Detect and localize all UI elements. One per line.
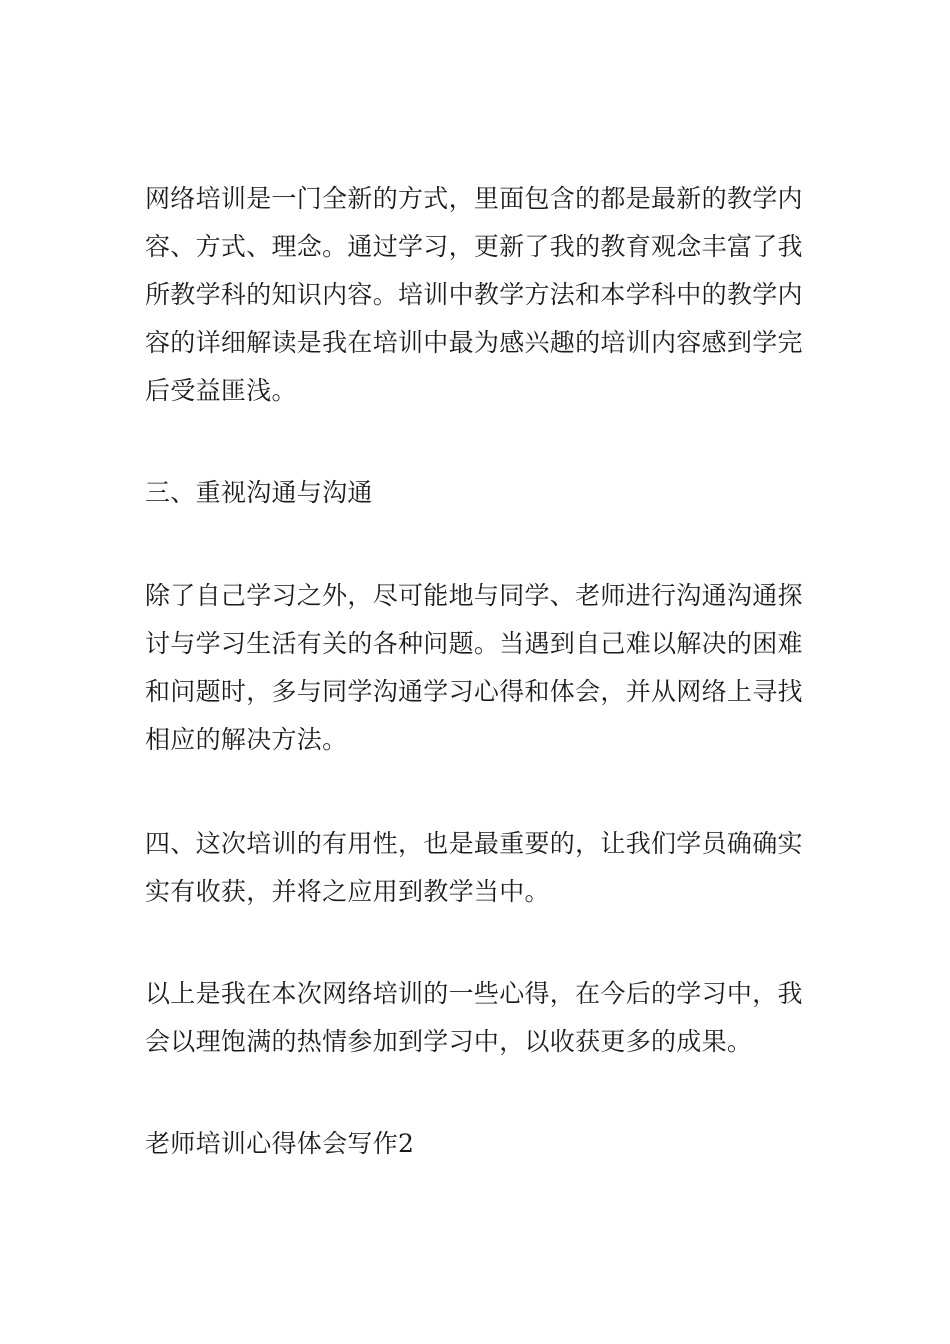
paragraph-online-training: 网络培训是一门全新的方式，里面包含的都是最新的教学内容、方式、理念。通过学习，更新了我的教育观念丰富了我所教学科的知识内容。培训中教学方法和本学科中的教学内容的详细解读是我在培训中最为感兴趣的培训内容感到学完后受益匪浅。	[145, 184, 803, 405]
paragraph-usefulness: 四、这次培训的有用性，也是最重要的，让我们学员确确实实有收获，并将之应用到教学当中。	[145, 829, 803, 906]
section-heading-communication: 三、重视沟通与沟通	[145, 478, 373, 507]
paragraph-communication: 除了自己学习之外，尽可能地与同学、老师进行沟通沟通探讨与学习生活有关的各种问题。当遇到自己难以解决的困难和问题时，多与同学沟通学习心得和体会，并从网络上寻找相应的解决方法。	[145, 581, 803, 754]
paragraph-conclusion: 以上是我在本次网络培训的一些心得，在今后的学习中，我会以理饱满的热情参加到学习中，以收获更多的成果。	[145, 979, 803, 1056]
section-title-part-2: 老师培训心得体会写作2	[145, 1129, 415, 1158]
document-body	[145, 175, 807, 1168]
